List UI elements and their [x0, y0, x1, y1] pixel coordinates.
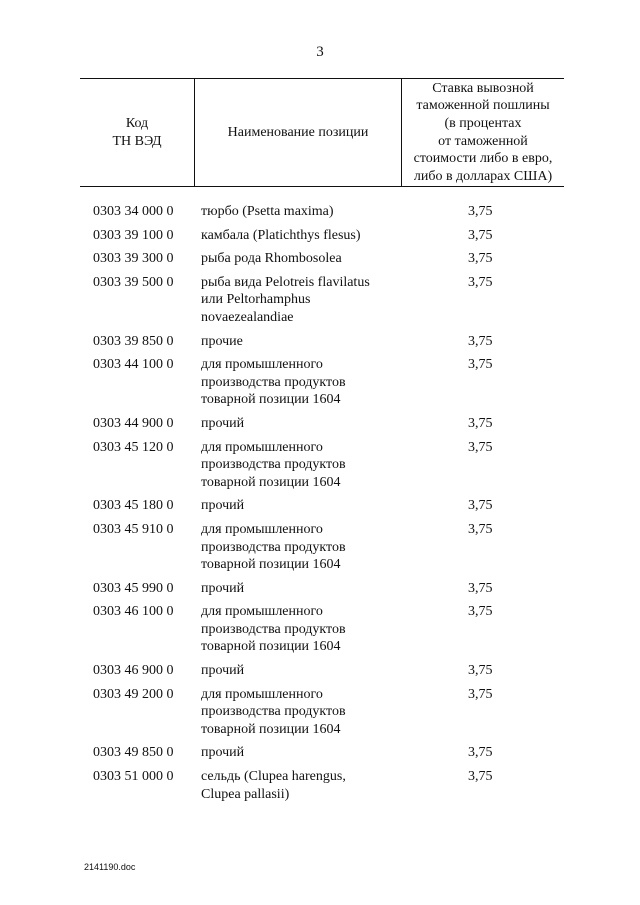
table-row [0, 686, 640, 739]
row-name [201, 250, 401, 268]
row-name-line: производства продуктов [201, 457, 346, 473]
row-name-line: камбала (Platichthys flesus) [201, 227, 361, 243]
row-name-line: товарной позиции 1604 [201, 474, 341, 490]
header-rate-line: таможенной пошлины [416, 98, 550, 114]
table-row [0, 580, 640, 598]
row-code: 0303 46 900 0 [93, 663, 174, 679]
row-code: 0303 45 990 0 [93, 580, 174, 596]
row-rate: 3,75 [468, 251, 493, 267]
row-name [201, 227, 401, 245]
header-code [80, 79, 194, 186]
row-rate: 3,75 [468, 204, 493, 219]
row-rate: 3,75 [468, 415, 493, 431]
row-name-line: для промышленного [201, 686, 323, 702]
header-rate-line: Ставка вывозной [432, 80, 534, 96]
header-name-line: Наименование позиции [227, 124, 369, 140]
row-name [201, 333, 401, 351]
row-name-line: товарной позиции 1604 [201, 639, 341, 655]
row-name-line: или Peltorhamphus [201, 292, 311, 308]
row-name-line: сельдь (Clupea harengus, [201, 769, 346, 785]
row-name-line: прочий [201, 415, 245, 431]
row-code: 0303 39 300 0 [93, 251, 174, 267]
table-row [0, 603, 640, 656]
row-name-line: прочий [201, 498, 245, 514]
row-code: 0303 44 900 0 [93, 415, 174, 431]
row-name [201, 768, 401, 803]
row-rate: 3,75 [468, 580, 493, 596]
row-name-line: производства продуктов [201, 621, 346, 637]
row-name-line: рыба рода Rhombosolea [201, 251, 342, 267]
table-row [0, 662, 640, 680]
row-name-line: товарной позиции 1604 [201, 557, 341, 573]
row-code: 0303 45 910 0 [93, 521, 174, 537]
row-name-line: прочий [201, 663, 245, 679]
row-name [201, 415, 401, 433]
row-name-line: товарной позиции 1604 [201, 721, 341, 737]
header-code-lines [112, 115, 161, 150]
table-row [0, 415, 640, 433]
row-rate: 3,75 [468, 769, 493, 785]
row-code: 0303 49 200 0 [93, 686, 174, 702]
row-code: 0303 34 000 0 [93, 204, 174, 219]
row-name [201, 603, 401, 656]
header-rate-line: (в процентах [444, 115, 522, 131]
row-name-line: производства продуктов [201, 539, 346, 555]
row-name-line: novaezealandiae [201, 309, 294, 325]
row-name [201, 497, 401, 515]
row-name [201, 662, 401, 680]
row-rate: 3,75 [468, 439, 493, 455]
row-name-line: производства продуктов [201, 374, 346, 390]
row-name-line: производства продуктов [201, 704, 346, 720]
row-name [201, 439, 401, 492]
table-row [0, 497, 640, 515]
row-code: 0303 51 000 0 [93, 769, 174, 785]
row-name-line: товарной позиции 1604 [201, 392, 341, 408]
row-code: 0303 39 100 0 [93, 227, 174, 243]
row-rate: 3,75 [468, 686, 493, 702]
row-rate: 3,75 [468, 357, 493, 373]
header-rate-line: стоимости либо в евро, [413, 151, 553, 167]
row-rate: 3,75 [468, 745, 493, 761]
row-name [201, 744, 401, 762]
row-name [201, 686, 401, 739]
header-rate-line: от таможенной [438, 133, 528, 149]
row-name-line: Clupea pallasii) [201, 786, 290, 802]
header-name [194, 79, 402, 186]
header-rate [402, 79, 564, 186]
table-body [0, 203, 640, 809]
row-rate: 3,75 [468, 498, 493, 514]
row-code: 0303 45 120 0 [93, 439, 174, 455]
row-name-line: для промышленного [201, 604, 323, 620]
row-name-line: прочий [201, 745, 245, 761]
row-rate: 3,75 [468, 663, 493, 679]
table-row [0, 439, 640, 492]
table-row [0, 274, 640, 327]
table-row [0, 521, 640, 574]
row-rate: 3,75 [468, 604, 493, 620]
header-rate-lines [414, 80, 553, 186]
header-rate-line: либо в долларах США) [413, 168, 553, 184]
row-rate: 3,75 [468, 227, 493, 243]
row-code: 0303 39 500 0 [93, 274, 174, 290]
row-rate: 3,75 [468, 333, 493, 349]
row-name-line: тюрбо (Psetta maxima) [201, 204, 334, 219]
row-name [201, 356, 401, 409]
table-row [0, 227, 640, 245]
row-code: 0303 46 100 0 [93, 604, 174, 620]
row-code: 0303 44 100 0 [93, 357, 174, 373]
row-name-line: прочий [201, 580, 245, 596]
row-name-line: прочие [201, 333, 243, 349]
header-code-line: ТН ВЭД [112, 133, 162, 149]
row-name [201, 580, 401, 598]
footer-filename: 2141190.doc [84, 862, 136, 872]
row-code: 0303 45 180 0 [93, 498, 174, 514]
table-row [0, 250, 640, 268]
row-rate: 3,75 [468, 274, 493, 290]
table-row [0, 768, 640, 803]
table-row [0, 333, 640, 351]
row-rate: 3,75 [468, 521, 493, 537]
page-number: 3 [316, 44, 324, 60]
row-code: 0303 39 850 0 [93, 333, 174, 349]
table-header [80, 78, 564, 187]
header-code-line: Код [125, 115, 149, 131]
row-name [201, 521, 401, 574]
row-name-line: для промышленного [201, 357, 323, 373]
row-code: 0303 49 850 0 [93, 745, 174, 761]
row-name-line: рыба вида Pelotreis flavilatus [201, 274, 370, 290]
table-row [0, 356, 640, 409]
table-row [0, 203, 640, 221]
row-name [201, 274, 401, 327]
row-name-line: для промышленного [201, 439, 323, 455]
row-name [201, 203, 401, 221]
table-row [0, 744, 640, 762]
row-name-line: для промышленного [201, 521, 323, 537]
